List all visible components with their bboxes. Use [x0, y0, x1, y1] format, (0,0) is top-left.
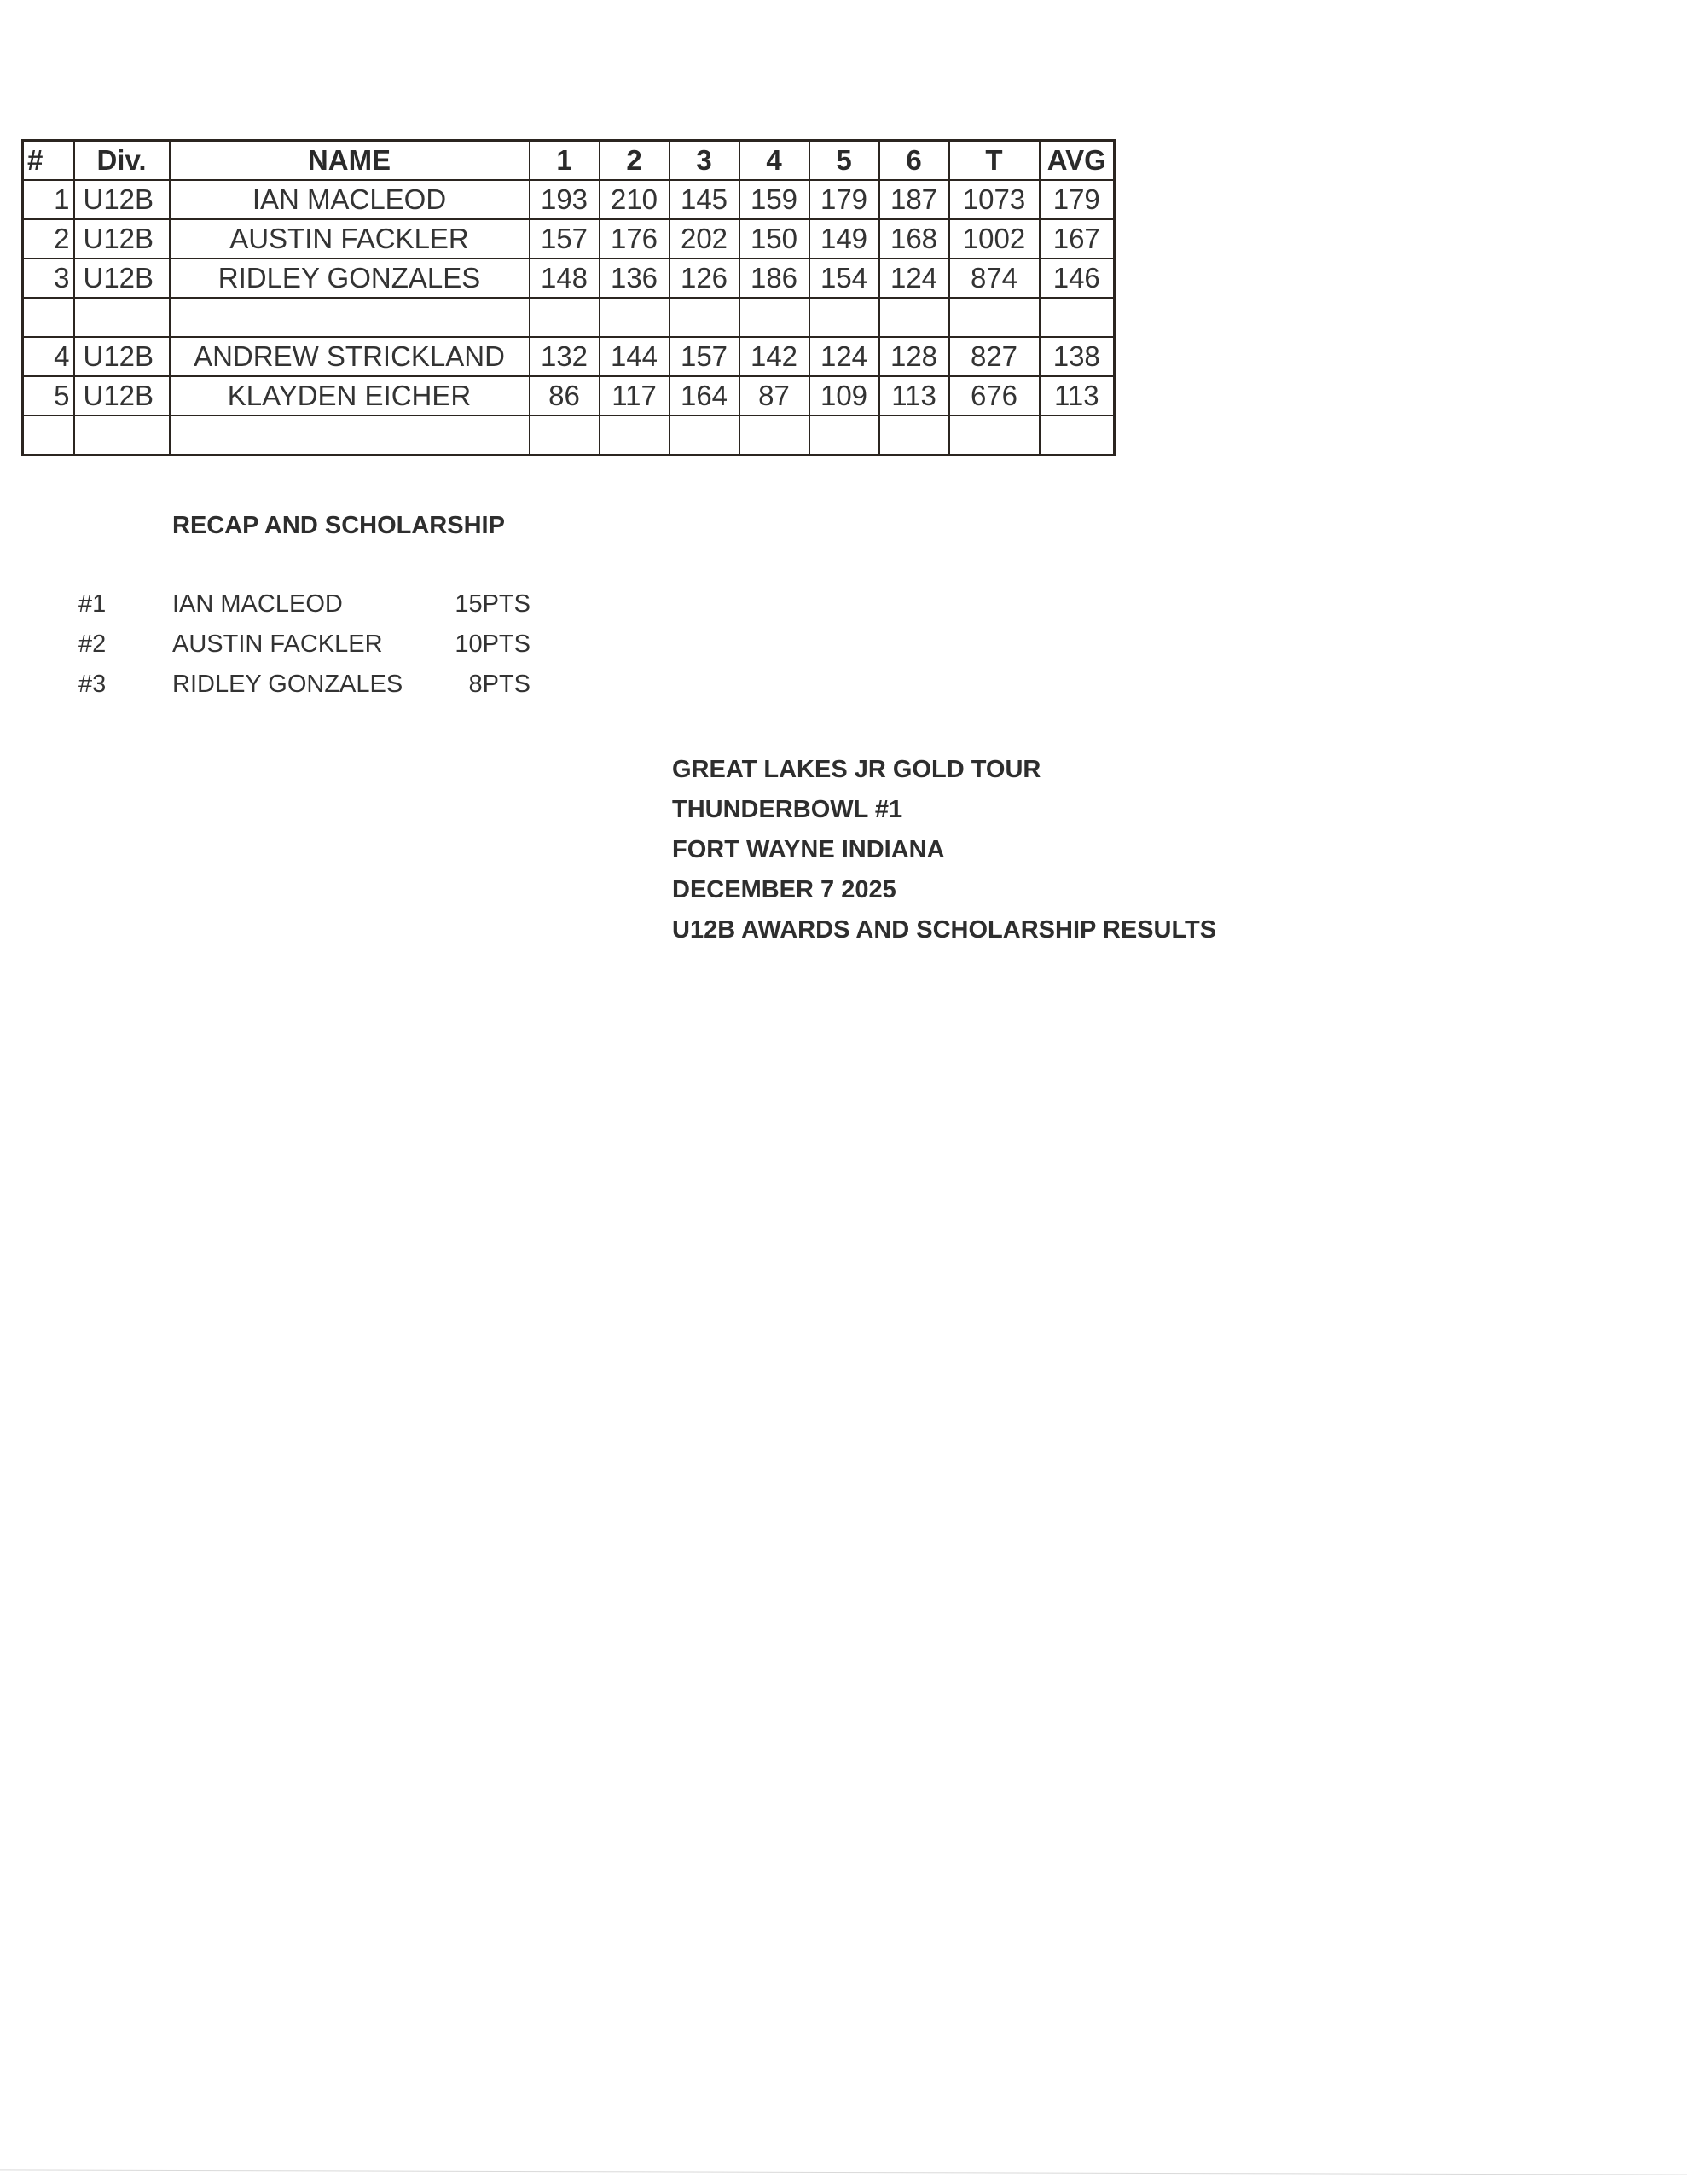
recap-item — [78, 671, 530, 711]
division-cell: U12B — [74, 219, 170, 258]
game-5-score-cell: 154 — [809, 258, 879, 298]
game-1-score-cell: 148 — [530, 258, 600, 298]
game-3-score-cell: 126 — [670, 258, 739, 298]
game-4-score-cell: 87 — [739, 376, 809, 415]
empty-cell — [74, 415, 170, 456]
empty-cell — [809, 415, 879, 456]
event-location: FORT WAYNE INDIANA — [672, 836, 945, 863]
rank-cell: 2 — [23, 219, 74, 258]
rank-cell: 1 — [23, 180, 74, 219]
header-game-2: 2 — [600, 141, 670, 181]
table-row — [23, 219, 1115, 258]
empty-cell — [170, 298, 530, 337]
event-info — [672, 752, 1216, 953]
event-venue: THUNDERBOWL #1 — [672, 796, 903, 823]
empty-cell — [74, 298, 170, 337]
game-2-score-cell: 144 — [600, 337, 670, 376]
table-body — [23, 180, 1115, 456]
total-cell: 1002 — [949, 219, 1040, 258]
recap-name: RIDLEY GONZALES — [172, 671, 403, 698]
game-6-score-cell: 128 — [879, 337, 949, 376]
header-game-4: 4 — [739, 141, 809, 181]
empty-cell — [879, 298, 949, 337]
bowler-name-cell: ANDREW STRICKLAND — [170, 337, 530, 376]
game-6-score-cell: 187 — [879, 180, 949, 219]
empty-cell — [670, 298, 739, 337]
recap-list — [78, 590, 530, 711]
bowler-name-cell: RIDLEY GONZALES — [170, 258, 530, 298]
empty-cell — [949, 415, 1040, 456]
game-6-score-cell: 113 — [879, 376, 949, 415]
header-rank: # — [23, 141, 74, 181]
rank-cell: 3 — [23, 258, 74, 298]
empty-cell — [949, 298, 1040, 337]
division-cell: U12B — [74, 180, 170, 219]
game-5-score-cell: 149 — [809, 219, 879, 258]
empty-cell — [600, 415, 670, 456]
recap-rank: #1 — [78, 590, 107, 618]
bowler-name-cell: KLAYDEN EICHER — [170, 376, 530, 415]
game-5-score-cell: 179 — [809, 180, 879, 219]
game-3-score-cell: 145 — [670, 180, 739, 219]
average-cell: 179 — [1040, 180, 1115, 219]
empty-cell — [530, 415, 600, 456]
table-row — [23, 258, 1115, 298]
table-row-blank — [23, 298, 1115, 337]
header-total: T — [949, 141, 1040, 181]
division-cell: U12B — [74, 376, 170, 415]
average-cell: 113 — [1040, 376, 1115, 415]
average-cell: 138 — [1040, 337, 1115, 376]
header-game-3: 3 — [670, 141, 739, 181]
recap-points: 15PTS — [455, 590, 530, 618]
game-4-score-cell: 150 — [739, 219, 809, 258]
average-cell: 167 — [1040, 219, 1115, 258]
division-cell: U12B — [74, 258, 170, 298]
empty-cell — [1040, 298, 1115, 337]
recap-rank: #2 — [78, 630, 107, 658]
recap-item — [78, 590, 530, 630]
table-row — [23, 180, 1115, 219]
table-row-blank — [23, 415, 1115, 456]
total-cell: 827 — [949, 337, 1040, 376]
game-2-score-cell: 117 — [600, 376, 670, 415]
game-6-score-cell: 168 — [879, 219, 949, 258]
recap-rank: #3 — [78, 671, 107, 698]
scores-table — [21, 139, 1116, 456]
game-4-score-cell: 142 — [739, 337, 809, 376]
recap-item — [78, 630, 530, 671]
total-cell: 676 — [949, 376, 1040, 415]
recap-name: AUSTIN FACKLER — [172, 630, 383, 658]
game-2-score-cell: 176 — [600, 219, 670, 258]
game-3-score-cell: 202 — [670, 219, 739, 258]
recap-points: 10PTS — [455, 630, 530, 658]
game-1-score-cell: 86 — [530, 376, 600, 415]
table-row — [23, 337, 1115, 376]
total-cell: 1073 — [949, 180, 1040, 219]
average-cell: 146 — [1040, 258, 1115, 298]
empty-cell — [670, 415, 739, 456]
game-2-score-cell: 136 — [600, 258, 670, 298]
scan-edge-divider — [0, 2169, 1687, 2175]
header-name: NAME — [170, 141, 530, 181]
event-date: DECEMBER 7 2025 — [672, 876, 896, 903]
empty-cell — [23, 298, 74, 337]
event-description: U12B AWARDS AND SCHOLARSHIP RESULTS — [672, 916, 1217, 944]
game-3-score-cell: 157 — [670, 337, 739, 376]
recap-points: 8PTS — [468, 671, 530, 698]
bowler-name-cell: IAN MACLEOD — [170, 180, 530, 219]
empty-cell — [879, 415, 949, 456]
header-game-1: 1 — [530, 141, 600, 181]
header-game-5: 5 — [809, 141, 879, 181]
game-1-score-cell: 193 — [530, 180, 600, 219]
event-tour-name: GREAT LAKES JR GOLD TOUR — [672, 756, 1041, 783]
game-5-score-cell: 124 — [809, 337, 879, 376]
recap-title: RECAP AND SCHOLARSHIP — [172, 512, 505, 539]
game-6-score-cell: 124 — [879, 258, 949, 298]
bowler-name-cell: AUSTIN FACKLER — [170, 219, 530, 258]
game-5-score-cell: 109 — [809, 376, 879, 415]
rank-cell: 4 — [23, 337, 74, 376]
empty-cell — [530, 298, 600, 337]
game-4-score-cell: 159 — [739, 180, 809, 219]
header-avg: AVG — [1040, 141, 1115, 181]
game-1-score-cell: 132 — [530, 337, 600, 376]
game-3-score-cell: 164 — [670, 376, 739, 415]
table-header-row — [23, 141, 1115, 181]
game-2-score-cell: 210 — [600, 180, 670, 219]
total-cell: 874 — [949, 258, 1040, 298]
game-1-score-cell: 157 — [530, 219, 600, 258]
empty-cell — [809, 298, 879, 337]
header-game-6: 6 — [879, 141, 949, 181]
empty-cell — [739, 298, 809, 337]
header-div: Div. — [74, 141, 170, 181]
empty-cell — [739, 415, 809, 456]
recap-name: IAN MACLEOD — [172, 590, 343, 618]
game-4-score-cell: 186 — [739, 258, 809, 298]
division-cell: U12B — [74, 337, 170, 376]
empty-cell — [1040, 415, 1115, 456]
table-row — [23, 376, 1115, 415]
empty-cell — [170, 415, 530, 456]
empty-cell — [600, 298, 670, 337]
empty-cell — [23, 415, 74, 456]
rank-cell: 5 — [23, 376, 74, 415]
